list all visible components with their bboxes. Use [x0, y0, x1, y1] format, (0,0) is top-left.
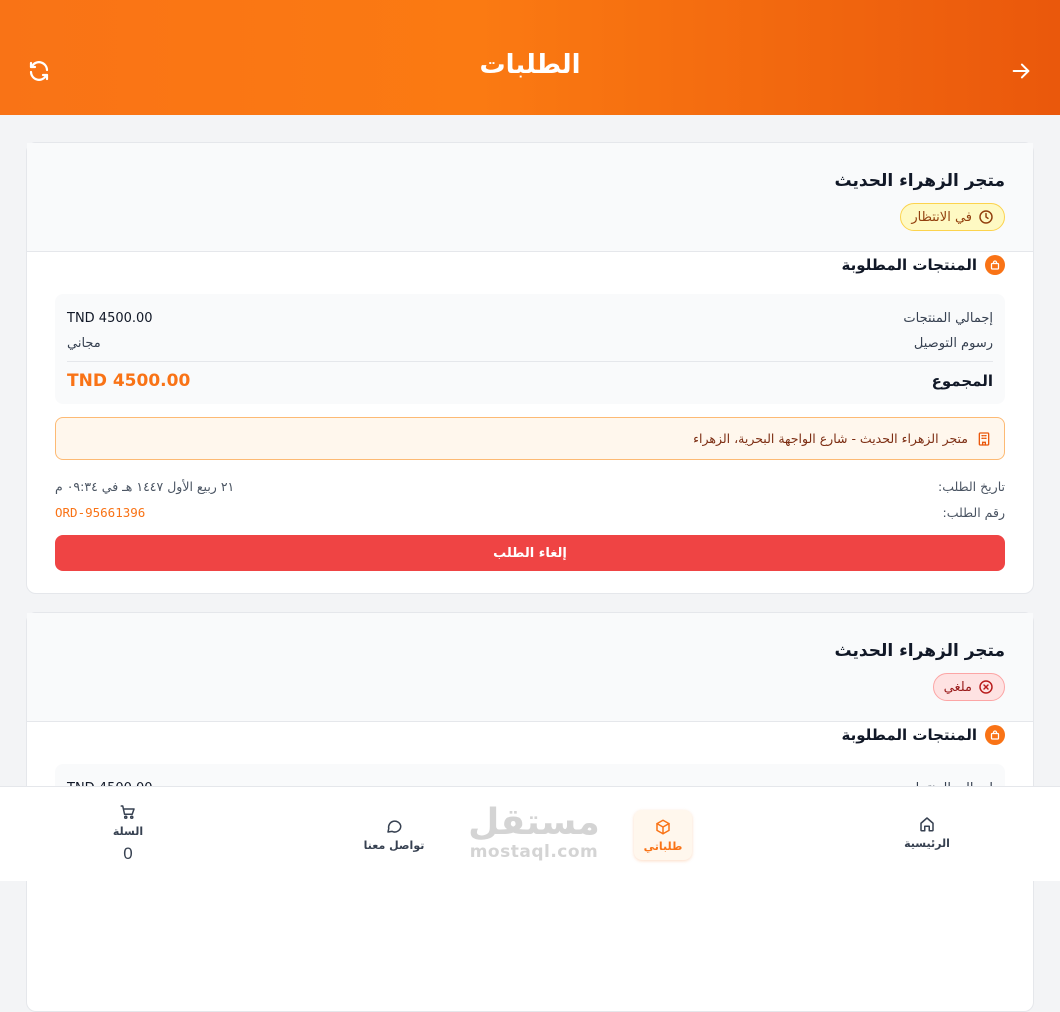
nav-home-label: الرئيسية [904, 837, 950, 850]
nav-contact-label: تواصل معنا [363, 839, 425, 852]
status-text: ملغي [943, 679, 972, 695]
shopping-bag-icon [985, 725, 1005, 745]
store-name: متجر الزهراء الحديث [834, 641, 1005, 661]
delivery-row [67, 331, 993, 356]
nav-home[interactable] [897, 815, 957, 850]
address-text: متجر الزهراء الحديث - شارع الواجهة البحرية، الزهراء [693, 431, 968, 446]
nav-contact[interactable] [358, 817, 430, 852]
store-name: متجر الزهراء الحديث [834, 171, 1005, 191]
subtotal-row [67, 306, 993, 331]
total-label: المجموع [931, 372, 993, 390]
status-text: في الانتظار [911, 209, 972, 225]
package-icon [654, 818, 672, 836]
order-card [26, 142, 1034, 594]
status-badge [933, 673, 1005, 701]
chat-bubble-icon [385, 817, 403, 835]
order-meta [27, 473, 1033, 525]
order-date-row [55, 473, 1005, 499]
products-section-title [27, 253, 1033, 277]
home-icon [918, 815, 936, 833]
shopping-bag-icon [985, 255, 1005, 275]
building-icon [976, 431, 992, 447]
order-date-value: ٢١ ربيع الأول ١٤٤٧ هـ في ٠٩:٣٤ م [55, 478, 235, 494]
products-title: المنتجات المطلوبة [841, 256, 977, 274]
total-row [67, 362, 993, 400]
orders-list[interactable] [0, 115, 1060, 786]
products-title: المنتجات المطلوبة [841, 726, 977, 744]
subtotal-label: إجمالي المنتجات [903, 311, 993, 326]
app-header [0, 0, 1060, 115]
arrow-right-icon [1010, 60, 1032, 82]
cart-count: 0 [123, 844, 133, 863]
back-button[interactable] [1008, 58, 1034, 84]
store-address [55, 417, 1005, 460]
bottom-navigation [0, 786, 1060, 881]
order-summary [55, 294, 1005, 404]
subtotal-value: TND 4500.00 [67, 311, 153, 326]
order-number-value: ORD-95661396 [55, 504, 146, 520]
watermark-arabic: مستقل [468, 802, 600, 843]
x-circle-icon [978, 679, 994, 695]
nav-orders-label: طلباتي [643, 839, 683, 853]
order-date-label: تاريخ الطلب: [937, 478, 1005, 494]
nav-my-orders[interactable] [634, 810, 692, 860]
clock-icon [978, 209, 994, 225]
watermark-latin: mostaql.com [469, 842, 599, 862]
nav-cart-label: السلة [112, 825, 144, 838]
page-title: الطلبات [479, 50, 581, 80]
products-section-title [27, 723, 1033, 747]
cart-icon [119, 803, 137, 821]
total-value: TND 4500.00 [67, 371, 191, 391]
order-number-row [55, 499, 1005, 525]
order-card-header [27, 143, 1033, 252]
cancel-order-button[interactable]: إلغاء الطلب [55, 535, 1005, 571]
delivery-label: رسوم التوصيل [913, 336, 993, 351]
mostaql-watermark [464, 803, 604, 861]
order-number-label: رقم الطلب: [942, 504, 1005, 520]
order-card-header [27, 613, 1033, 722]
nav-cart[interactable] [98, 803, 158, 864]
status-badge [900, 203, 1005, 231]
delivery-value: مجاني [67, 336, 101, 351]
